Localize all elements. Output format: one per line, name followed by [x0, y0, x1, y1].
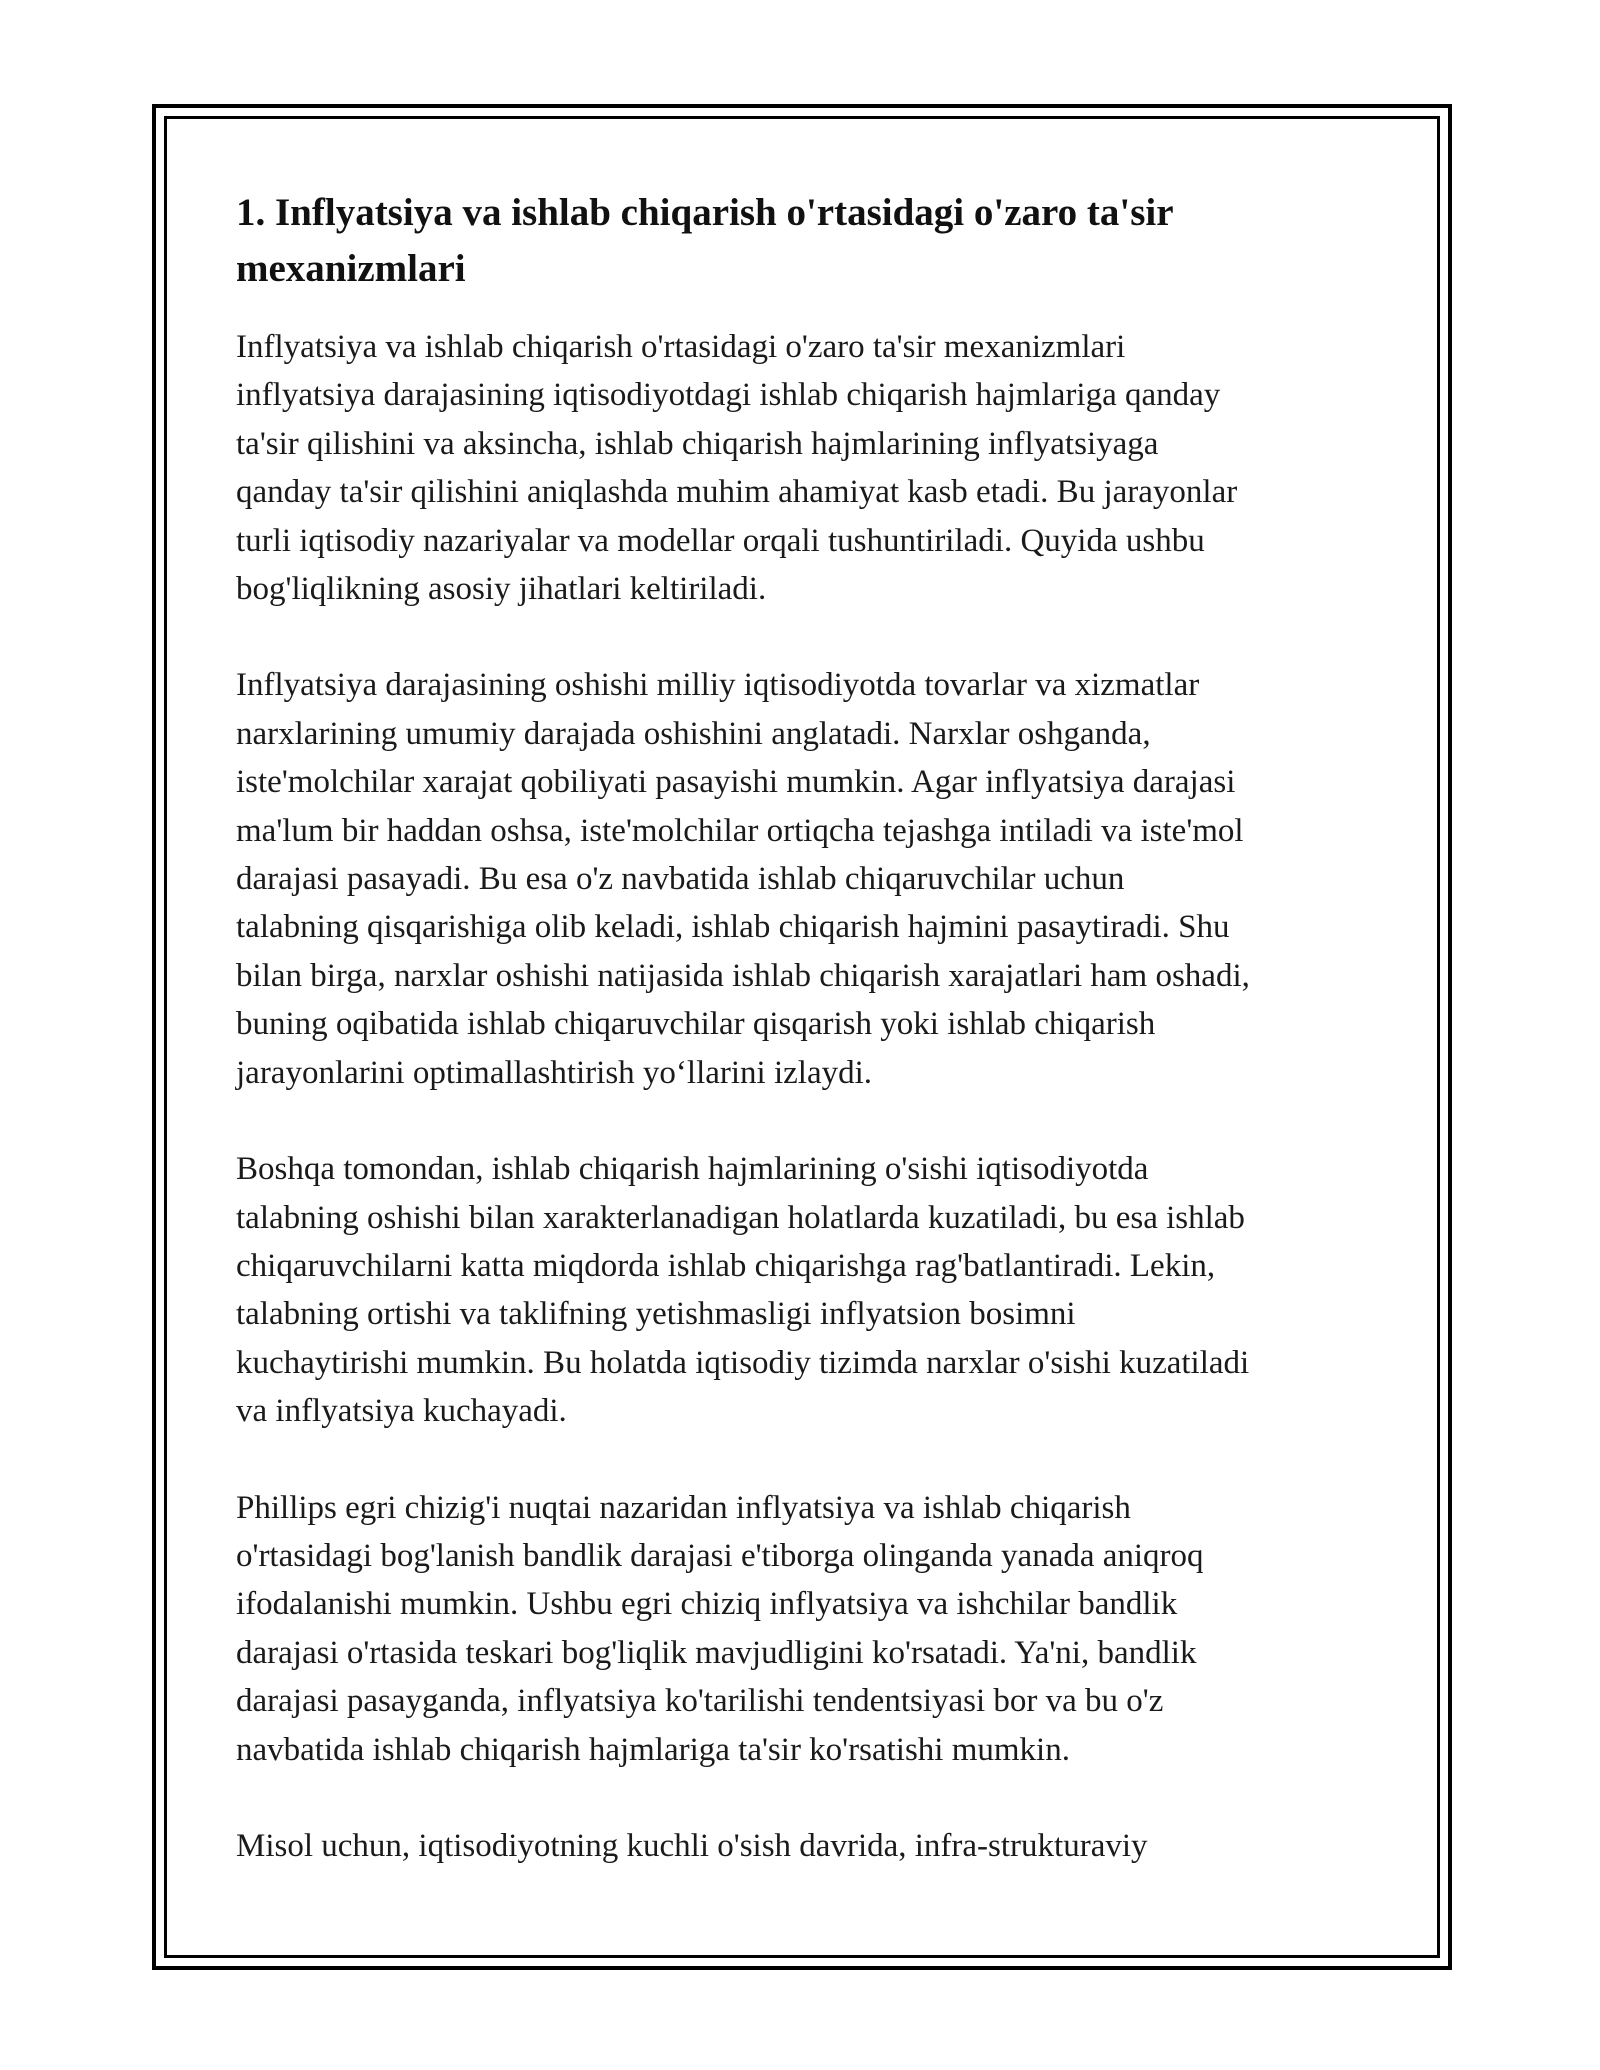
paragraph-3: Boshqa tomondan, ishlab chiqarish hajmlarining o'sishi iqtisodiyotda talabning oshishi bilan xarakterlanadigan holatlarda kuzatiladi, bu esa ishlab chiqaruvchilarni katta miqdorda ishlab chiqarishga rag'batlantiradi. Lekin, talabning ortishi va taklifning yetishmasligi inflyatsion bosimni kuchaytirishi mumkin. Bu holatda iqtisodiy tizimda narxlar o'sishi kuzatiladi va inflyatsiya kuchayadi. — [236, 1151, 1250, 1430]
paragraph-5: Misol uchun, iqtisodiyotning kuchli o'sish davrida, infra-strukturaviy — [236, 1827, 1148, 1864]
paragraph-4: Phillips egri chizig'i nuqtai nazaridan inflyatsiya va ishlab chiqarish o'rtasidagi bog'lanish bandlik darajasi e'tiborga olinganda yanada aniqroq ifodalanishi mumkin. Ushbu egri chiziq inflyatsiya va ishchilar bandlik darajasi o'rtasida teskari bog'liqlik mavjudligini ko'rsatadi. Ya'ni, bandlik darajasi pasayganda, inflyatsiya ko'tarilishi tendentsiyasi bor va bu o'z navbatida ishlab chiqarish hajmlariga ta'sir ko'rsatishi mumkin. — [236, 1489, 1204, 1768]
paragraph-2: Inflyatsiya darajasining oshishi milliy iqtisodiyotda tovarlar va xizmatlar narxlarining umumiy darajada oshishini anglatadi. Narxlar oshganda, iste'molchilar xarajat qobiliyati pasayishi mumkin. Agar inflyatsiya darajasi ma'lum bir haddan oshsa, iste'molchilar ortiqcha tejashga intiladi va iste'mol darajasi pasayadi. Bu esa o'z navbatida ishlab chiqaruvchilar uchun talabning qisqarishiga olib keladi, ishlab chiqarish hajmini pasaytiradi. Shu bilan birga, narxlar oshishi natijasida ishlab chiqarish xarajatlari ham oshadi, buning oqibatida ishlab chiqaruvchilar qisqarish yoki ishlab chiqarish jarayonlarini optimallashtirish yo‘llarini izlaydi. — [236, 667, 1250, 1091]
section-heading: 1. Inflyatsiya va ishlab chiqarish o'rtasidagi o'zaro ta'sir mexanizmlari — [236, 191, 1173, 290]
document-body — [236, 185, 1386, 1918]
paragraph-1: Inflyatsiya va ishlab chiqarish o'rtasidagi o'zaro ta'sir mexanizmlari inflyatsiya darajasining iqtisodiyotdagi ishlab chiqarish hajmlariga qanday ta'sir qilishini va aksincha, ishlab chiqarish hajmlarining inflyatsiyaga qanday ta'sir qilishini aniqlashda muhim ahamiyat kasb etadi. Bu jarayonlar turli iqtisodiy nazariyalar va modellar orqali tushuntiriladi. Quyida ushbu bog'liqlikning asosiy jihatlari keltiriladi. — [236, 329, 1238, 608]
